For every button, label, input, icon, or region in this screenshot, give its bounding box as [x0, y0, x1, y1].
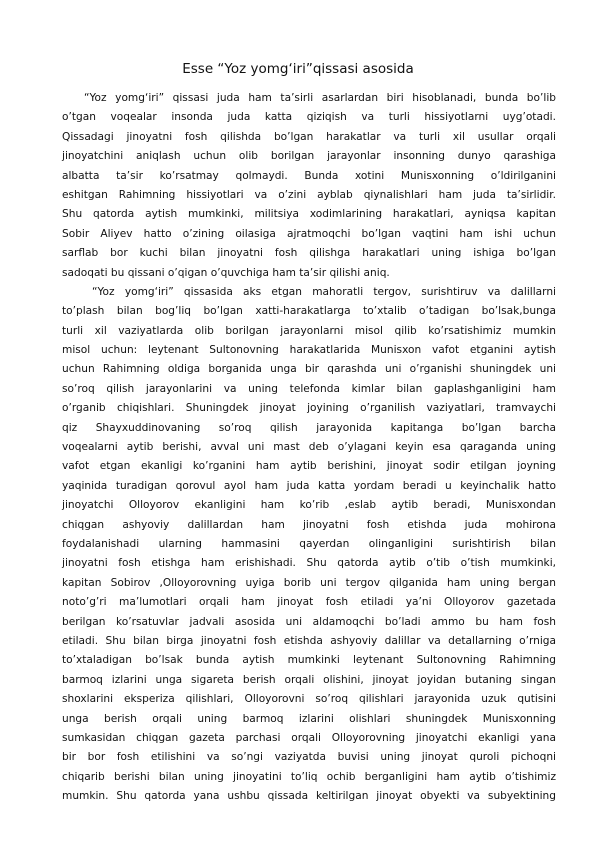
paragraph-2 [62, 283, 556, 807]
paragraph-line: berilgan ko’rsatuvlar jadvali asosida uni aldamoqchi bo’ladi ammo bu ham fosh [62, 615, 556, 628]
paragraph-line: Qissadagi jinoyatni fosh qilishda bo’lgan harakatlar va turli xil usullar orqali [62, 130, 556, 143]
paragraph-line: barmoq izlarini unga sigareta berish orqali olishini, jinoyat joyidan butaning singan [62, 673, 556, 686]
paragraph-line: sarflab bor kuchi bilan jinoyatni fosh qilishga harakatlari uning ishiga bo’lgan [62, 247, 556, 260]
document-title: Esse “Yoz yomg‘iri”qissasi asosida [182, 61, 414, 77]
paragraph-line: voqealarni aytib berishi, avval uni mast deb o’ylagani keyin esa qaraganda uning [62, 441, 556, 454]
paragraph-line: mumkin. Shu qatorda yana ushbu qissada keltirilgan jinoyat obyekti va subyektining [62, 790, 556, 803]
paragraph-line: Sobir Aliyev hatto o’zining oilasiga ajratmoqchi bo’lgan vaqtini ham ishi uchun [62, 227, 556, 240]
paragraph-line: chiqgan ashyoviy dalillardan ham jinoyatni fosh etishda juda mohirona [62, 518, 556, 531]
paragraph-line: o’tgan voqealar insonda juda katta qiziqish va turli hissiyotlarni uyg’otadi. [62, 111, 556, 124]
paragraph-line: jinoyatni fosh etishga ham erishishadi. Shu qatorda aytib o’tib o’tish mumkinki, [62, 557, 556, 570]
paragraph-line: jinoyatchi Olloyorov ekanligini ham ko’rib ,eslab aytib beradi, Munisxondan [62, 499, 556, 512]
paragraph-line: uchun Rahimning oldiga borganida unga bir qarashda uni o’rganishi shuningdek uni [62, 363, 556, 376]
paragraph-line: albatta ta’sir ko’rsatmay qolmaydi. Bunda xotini Munisxonning o’ldirilganini [62, 169, 556, 182]
paragraph-line: sadoqati bu qissani o’qigan o’quvchiga ham ta’sir qilishi aniq. [62, 266, 390, 279]
paragraph-line: noto’g’ri ma’lumotlari orqali ham jinoyat fosh etiladi ya’ni Olloyorov gazetada [62, 596, 556, 609]
paragraph-line: sumkasidan chiqgan gazeta parchasi orqali Olloyorovning jinoyatchi ekanligi yana [62, 731, 556, 744]
paragraph-line: shoxlarini eksperiza qilishlari, Olloyorovni so’roq qilishlari jarayonida uzuk qutisini [62, 693, 556, 706]
paragraph-line: chiqarib berishi bilan uning jinoyatini to’liq ochib berganligini ham aytib o’tishimiz [62, 770, 556, 783]
paragraph-line: eshitgan Rahimning hissiyotlari va o’zini ayblab qiynalishlari ham juda ta’sirlidir. [62, 188, 556, 201]
paragraph-line: o’rganib chiqishlari. Shuningdek jinoyat joyining o’rganilish vaziyatlari, tramvaychi [62, 402, 556, 415]
paragraph-line: so’roq qilish jarayonlarini va uning telefonda kimlar bilan gaplashganligini ham [62, 382, 556, 395]
paragraph-line: “Yoz yomg‘iri” qissasi juda ham ta’sirli asarlardan biri hisoblanadi, bunda bo’lib [84, 92, 556, 104]
paragraph-1 [62, 89, 556, 283]
paragraph-line: foydalanishadi ularning hammasini qayerdan olinganligini surishtirish bilan [62, 537, 556, 550]
paragraph-line: kapitan Sobirov ,Olloyorovning uyiga borib uni tergov qilganida ham uning bergan [62, 576, 556, 589]
paragraph-line: unga berish orqali uning barmoq izlarini olishlari shuningdek Munisxonning [62, 712, 556, 725]
paragraph-line: etiladi. Shu bilan birga jinoyatni fosh etishda ashyoviy dalillar va detallarning o’rniga [62, 634, 556, 647]
paragraph-line: jinoyatchini aniqlash uchun olib borilgan jarayonlar insonning dunyo qarashiga [62, 150, 556, 163]
document-body [62, 89, 556, 806]
paragraph-line: to’xtaladigan bo’lsak bunda aytish mumkinki leytenant Sultonovning Rahimning [62, 654, 556, 667]
paragraph-line: vafot etgan ekanligi ko’rganini ham aytib berishini, jinoyat sodir etilgan joyning [62, 460, 556, 473]
paragraph-line: turli xil vaziyatlarda olib borilgan jarayonlarni misol qilib ko’rsatishimiz mumkin [62, 324, 556, 337]
paragraph-line: Shu qatorda aytish mumkinki, militsiya xodimlarining harakatlari, ayniqsa kapitan [62, 208, 556, 221]
paragraph-line: qiz Shayxuddinovaning so’roq qilish jarayonida kapitanga bo’lgan barcha [62, 421, 556, 434]
paragraph-line: to’plash bilan bog’liq bo’lgan xatti-harakatlarga to’xtalib o’tadigan bo’lsak,bunga [62, 305, 556, 318]
paragraph-line: bir bor fosh etilishini va so’ngi vaziyatda buvisi uning jinoyat quroli pichoqni [62, 751, 556, 764]
paragraph-line: “Yoz yomg‘iri” qissasida aks etgan mahoratli tergov, surishtiruv va dalillarni [92, 285, 556, 298]
paragraph-line: yaqinida turadigan qorovul ayol ham juda katta yordam beradi u keyinchalik hatto [62, 479, 556, 492]
paragraph-line: misol uchun: leytenant Sultonovning harakatlarida Munisxon vafot etganini aytish [62, 344, 556, 357]
